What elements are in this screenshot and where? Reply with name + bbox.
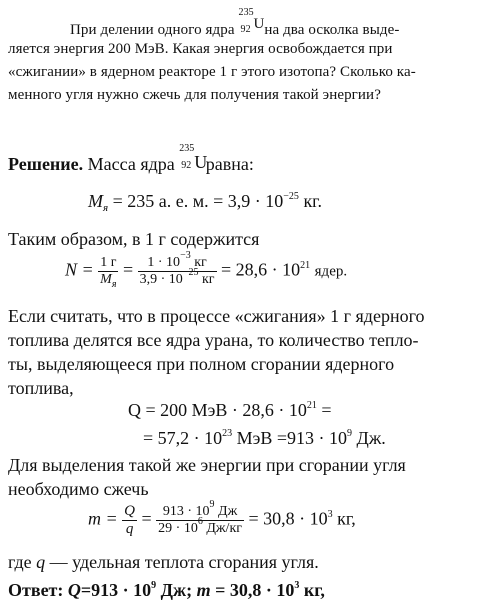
answer-value: =913 · 10 — [80, 580, 152, 600]
mass-value: = 235 а. е. м. = 3,9 · 10 — [112, 191, 284, 211]
coal-mass-symbol: m = — [88, 508, 118, 529]
denominator-value: 29 · 10 — [158, 521, 198, 536]
exponent: 21 — [300, 259, 311, 271]
uranium-nuclide — [179, 143, 208, 172]
fraction-2 — [138, 250, 217, 288]
problem-line-2: ляется энергия 200 МэВ. Какая энергия освобождается при — [8, 41, 393, 57]
atomic-number: 92 — [181, 160, 192, 171]
heat-symbol: q — [36, 552, 46, 572]
fraction-numerator — [138, 250, 217, 271]
exponent: 9 — [209, 499, 215, 510]
unit: Дж/кг — [206, 521, 242, 536]
solution-line-3: Если считать, что в процессе «сжигания» 1 г ядерного — [8, 306, 425, 326]
solution-text: равна: — [205, 154, 254, 174]
uranium-nuclide — [238, 7, 265, 36]
exponent: 3 — [327, 508, 333, 520]
exponent: 23 — [222, 428, 233, 439]
numerator-value: 913 · 10 — [162, 504, 210, 519]
exponent: −3 — [180, 250, 191, 261]
mass-symbol: m — [196, 580, 211, 600]
fraction-numerator: 1 г — [100, 255, 117, 270]
problem-line-4: менного угля нужно сжечь для получения такой энергии? — [8, 87, 381, 103]
unit: ядер. — [314, 263, 348, 280]
unit: кг, — [303, 580, 325, 600]
exponent: −25 — [283, 191, 299, 202]
solution-line-4: топлива делятся все ядра урана, то количество тепло- — [8, 330, 419, 350]
exponent: 6 — [197, 516, 203, 527]
mass-subscript: я — [111, 279, 117, 290]
coal-mass-equation — [88, 499, 356, 538]
solution-text: Масса ядра — [87, 154, 175, 174]
answer-label: Ответ: — [8, 580, 64, 600]
coal-mass-value: = 30,8 · 10 — [248, 508, 328, 529]
numerator-value: 1 · 10 — [147, 255, 181, 270]
equals-sign: = — [141, 508, 152, 529]
element-symbol: U — [194, 152, 208, 172]
fraction-denominator: q — [122, 520, 137, 538]
atomic-number: 92 — [240, 24, 251, 35]
answer-line — [8, 580, 325, 601]
answer-value: = 30,8 · 10 — [215, 580, 295, 600]
nuclei-count-equation — [65, 250, 348, 290]
mass-number: 235 — [238, 7, 254, 18]
unit: кг, — [337, 508, 356, 529]
unit: кг — [201, 272, 215, 287]
energy-expression: МэВ =913 · 10 — [236, 428, 348, 448]
fraction-denominator — [138, 267, 217, 288]
exponent: 21 — [306, 400, 317, 411]
energy-equation-2 — [143, 428, 386, 449]
solution-text: — удельная теплота сгорания угля. — [49, 552, 319, 572]
mass-subscript: я — [103, 202, 109, 214]
exponent: 9 — [347, 428, 353, 439]
solution-line-8: необходимо сжечь — [8, 479, 149, 499]
fraction-q-over-q — [122, 503, 137, 538]
unit: кг — [194, 255, 207, 270]
solution-line-1 — [8, 143, 254, 175]
solution-line-5: ты, выделяющееся при полном сгорании ядерного — [8, 354, 395, 374]
nucleus-mass-equation — [88, 191, 322, 212]
solution-label: Решение. — [8, 154, 84, 174]
solution-text: где — [8, 552, 32, 572]
fraction-energy-over-heat — [156, 499, 244, 537]
element-symbol: U — [253, 16, 265, 32]
equals-sign: = — [321, 400, 332, 420]
energy-expression: = 57,2 · 10 — [143, 428, 223, 448]
unit: Дж; — [160, 580, 193, 600]
solution-line-6: топлива, — [8, 378, 74, 398]
count-symbol: N = — [65, 259, 94, 280]
unit: кг. — [303, 191, 323, 211]
problem-text: При делении одного ядра — [70, 22, 235, 38]
energy-symbol: Q — [67, 580, 81, 600]
count-value: = 28,6 · 10 — [221, 259, 301, 280]
solution-line-2: Таким образом, в 1 г содержится — [8, 229, 260, 249]
mass-number: 235 — [179, 143, 195, 154]
denominator-value: 3,9 · 10 — [139, 272, 183, 287]
unit: Дж — [218, 504, 238, 519]
equals-sign: = — [122, 259, 134, 280]
exponent: 3 — [294, 580, 300, 591]
energy-expression: Q = 200 МэВ · 28,6 · 10 — [128, 400, 307, 420]
mass-symbol: M — [100, 272, 112, 287]
fraction-numerator: Q — [124, 503, 135, 519]
solution-line-9 — [8, 552, 319, 573]
fraction-1 — [98, 255, 118, 288]
fraction-denominator — [98, 271, 118, 288]
exponent: −25 — [182, 267, 199, 278]
problem-line-1 — [70, 7, 400, 39]
problem-text: на два осколка выде- — [264, 22, 400, 38]
mass-symbol: M — [88, 191, 103, 211]
energy-equation-1 — [128, 400, 332, 421]
unit: Дж. — [356, 428, 386, 448]
solution-line-7: Для выделения такой же энергии при сгорании угля — [8, 455, 406, 475]
exponent: 9 — [151, 580, 157, 591]
problem-line-3: «сжигании» в ядерном реакторе 1 г этого изотопа? Сколько ка- — [8, 64, 416, 80]
fraction-denominator — [156, 516, 244, 537]
